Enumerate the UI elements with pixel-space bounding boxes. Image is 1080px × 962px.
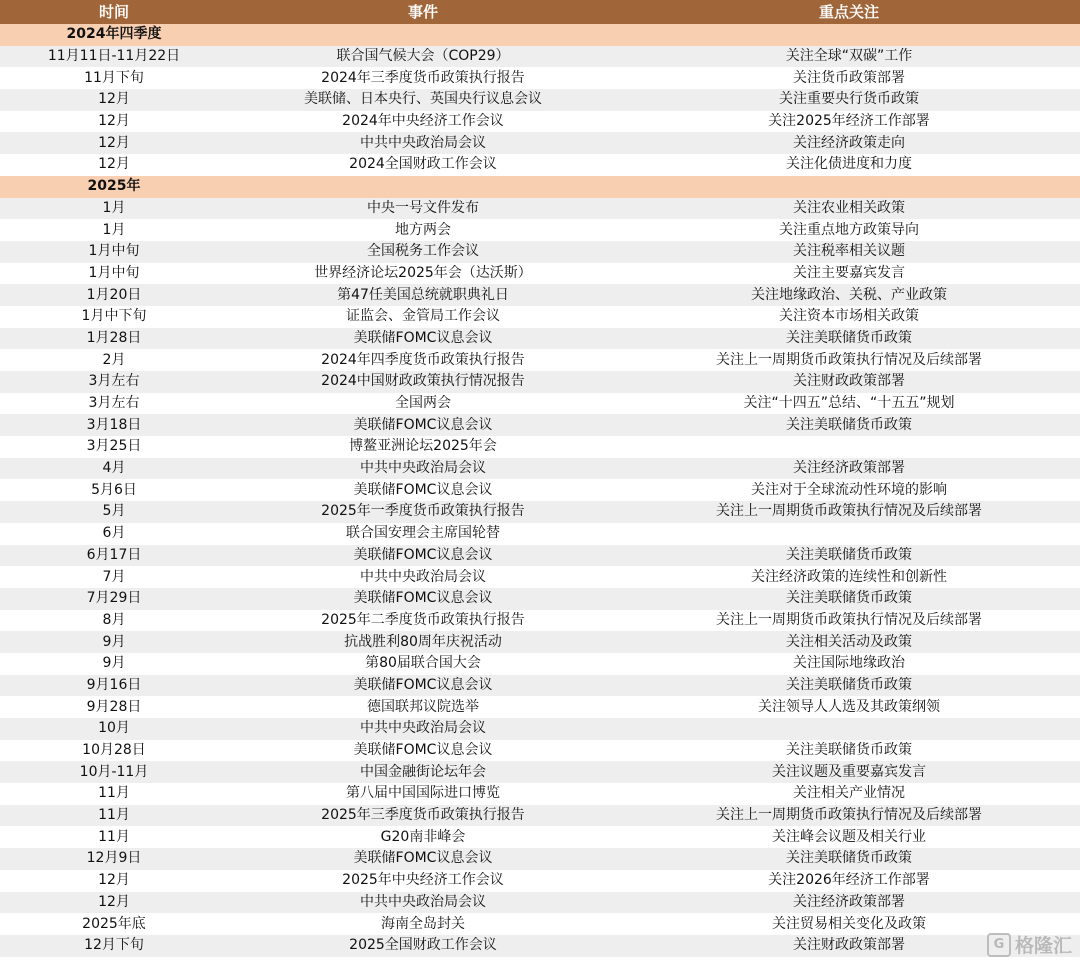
table-row (0, 46, 1080, 68)
cell-event: 美联储FOMC议息会议 (353, 481, 493, 498)
cell-event: 中共中央政治局会议 (228, 892, 618, 914)
cell-event: 全国两会 (395, 395, 451, 412)
cell-focus: 关注上一周期货币政策执行情况及后续部署 (618, 501, 1080, 523)
table-row (0, 132, 1080, 154)
cell-time: 12月 (98, 872, 130, 889)
table-row (0, 436, 1080, 458)
table-row (0, 892, 1080, 914)
cell-event: 第47任美国总统就职典礼日 (228, 284, 618, 306)
cell-event: 世界经济论坛2025年会（达沃斯） (314, 264, 532, 281)
cell-focus: 关注上一周期货币政策执行情况及后续部署 (618, 805, 1080, 827)
cell-focus: 关注财政政策部署 (618, 371, 1080, 393)
cell-time: 3月左右 (88, 395, 140, 412)
cell-event: 美联储FOMC议息会议 (228, 675, 618, 697)
cell-time: 11月 (0, 805, 228, 827)
cell-time: 2025年底 (82, 915, 146, 932)
table-row (0, 848, 1080, 870)
cell-event: 2025全国财政工作会议 (228, 935, 618, 957)
cell-event: 中共中央政治局会议 (228, 718, 618, 740)
cell-event: 联合国气候大会（COP29） (228, 46, 618, 68)
header-focus: 重点关注 (618, 0, 1080, 24)
table-row (0, 67, 1080, 89)
cell-time: 9月16日 (0, 675, 228, 697)
cell-time: 6月17日 (0, 545, 228, 567)
cell-focus: 关注重要央行货币政策 (618, 89, 1080, 111)
cell-time: 12月 (0, 892, 228, 914)
cell-focus: 关注经济政策部署 (618, 458, 1080, 480)
cell-focus: 关注贸易相关变化及政策 (772, 915, 926, 932)
table-row (0, 328, 1080, 350)
table-row (0, 935, 1080, 957)
cell-time: 3月25日 (86, 438, 142, 455)
table-row (0, 371, 1080, 393)
header-event: 事件 (228, 0, 618, 24)
watermark (987, 931, 1072, 958)
cell-focus: 关注化债进度和力度 (786, 156, 912, 173)
cell-focus: 关注峰会议题及相关行业 (772, 828, 926, 845)
cell-focus: 关注财政政策部署 (618, 935, 1080, 957)
table-row (0, 545, 1080, 567)
cell-time: 3月左右 (0, 371, 228, 393)
section-cell (0, 176, 1080, 198)
table-row (0, 458, 1080, 480)
table-row (0, 826, 1080, 848)
cell-event: 2025年二季度货币政策执行报告 (321, 611, 525, 628)
cell-time: 12月 (0, 89, 228, 111)
table-row (0, 588, 1080, 610)
section-title: 2025年 (87, 178, 141, 195)
table-row (0, 349, 1080, 371)
watermark-text: 格隆汇 (1014, 935, 1072, 957)
cell-focus: 关注农业相关政策 (618, 198, 1080, 220)
table-row (0, 653, 1080, 675)
cell-event: 联合国安理会主席国轮替 (346, 525, 500, 542)
cell-focus: 关注对于全球流动性环境的影响 (751, 481, 947, 498)
cell-time: 11月11日-11月22日 (0, 46, 228, 68)
cell-focus: 关注美联储货币政策 (786, 742, 912, 759)
cell-event: 美联储FOMC议息会议 (228, 545, 618, 567)
cell-focus: 关注美联储货币政策 (618, 675, 1080, 697)
cell-focus: 关注地缘政治、关税、产业政策 (618, 284, 1080, 306)
table-row (0, 783, 1080, 805)
table-row (0, 523, 1080, 545)
cell-time: 2月 (102, 351, 126, 368)
cell-event: 美联储FOMC议息会议 (228, 848, 618, 870)
cell-time: 5月 (0, 501, 228, 523)
table-row (0, 805, 1080, 827)
section-row (0, 176, 1080, 198)
cell-event: 中共中央政治局会议 (228, 132, 618, 154)
cell-event: 美联储FOMC议息会议 (353, 742, 493, 759)
cell-time: 10月 (0, 718, 228, 740)
cell-time: 12月 (98, 156, 130, 173)
cell-time: 12月 (0, 132, 228, 154)
cell-time: 7月 (102, 568, 126, 585)
header-time: 时间 (0, 0, 228, 24)
cell-time: 12月下旬 (0, 935, 228, 957)
table-row (0, 219, 1080, 241)
cell-event: 第80届联合国大会 (365, 655, 481, 672)
cell-event: 2025年一季度货币政策执行报告 (228, 501, 618, 523)
table-row (0, 154, 1080, 176)
cell-focus: 关注税率相关议题 (618, 241, 1080, 263)
cell-time: 12月9日 (0, 848, 228, 870)
cell-event: 中共中央政治局会议 (228, 458, 618, 480)
cell-time: 9月 (0, 631, 228, 653)
cell-focus: 关注货币政策部署 (793, 69, 905, 86)
cell-event: 2025年中央经济工作会议 (342, 872, 504, 889)
table-row (0, 284, 1080, 306)
cell-event: 全国税务工作会议 (228, 241, 618, 263)
cell-event: 2024中国财政政策执行情况报告 (228, 371, 618, 393)
cell-focus: 关注2026年经济工作部署 (768, 872, 930, 889)
cell-event: 博鳌亚洲论坛2025年会 (349, 438, 497, 455)
cell-focus (618, 523, 1080, 545)
cell-focus: 关注议题及重要嘉宾发言 (618, 761, 1080, 783)
watermark-logo-icon: G (987, 933, 1011, 957)
cell-time: 10月-11月 (0, 761, 228, 783)
cell-time: 4月 (0, 458, 228, 480)
table-row (0, 501, 1080, 523)
cell-time: 11月 (98, 828, 130, 845)
cell-focus: 关注相关活动及政策 (618, 631, 1080, 653)
cell-time: 9月28日 (86, 698, 142, 715)
table-row (0, 198, 1080, 220)
cell-time: 11月下旬 (84, 69, 144, 86)
cell-event: 美联储FOMC议息会议 (228, 414, 618, 436)
cell-event: 中共中央政治局会议 (360, 568, 486, 585)
cell-time: 1月28日 (0, 328, 228, 350)
cell-focus: 关注相关产业情况 (793, 785, 905, 802)
cell-focus: 关注重点地方政策导向 (779, 221, 919, 238)
cell-focus: 关注美联储货币政策 (618, 588, 1080, 610)
cell-focus: 关注美联储货币政策 (618, 328, 1080, 350)
cell-event: G20南非峰会 (380, 828, 466, 845)
table-row (0, 306, 1080, 328)
section-cell (0, 24, 1080, 46)
cell-focus: 关注2025年经济工作部署 (768, 113, 930, 130)
cell-event: 美联储FOMC议息会议 (228, 588, 618, 610)
cell-time: 12月 (98, 113, 130, 130)
cell-focus: 关注上一周期货币政策执行情况及后续部署 (716, 611, 982, 628)
table-row (0, 675, 1080, 697)
table-row (0, 479, 1080, 501)
table-row (0, 740, 1080, 762)
cell-event: 中国金融街论坛年会 (228, 761, 618, 783)
cell-time: 8月 (102, 611, 126, 628)
cell-focus: 关注经济政策的连续性和创新性 (751, 568, 947, 585)
table-row (0, 263, 1080, 285)
cell-time: 9月 (102, 655, 126, 672)
table-row (0, 393, 1080, 415)
cell-event: 中央一号文件发布 (228, 198, 618, 220)
table-row (0, 718, 1080, 740)
cell-event: 2024全国财政工作会议 (349, 156, 497, 173)
cell-event: 海南全岛封关 (381, 915, 465, 932)
cell-focus: 关注美联储货币政策 (618, 545, 1080, 567)
cell-time: 10月28日 (82, 742, 146, 759)
cell-focus: 关注上一周期货币政策执行情况及后续部署 (716, 351, 982, 368)
header-row (0, 0, 1080, 24)
section-row (0, 24, 1080, 46)
cell-event: 德国联邦议院选举 (367, 698, 479, 715)
cell-time: 5月6日 (91, 481, 137, 498)
cell-focus: 关注美联储货币政策 (618, 414, 1080, 436)
cell-time: 11月 (98, 785, 130, 802)
cell-focus: 关注主要嘉宾发言 (793, 264, 905, 281)
table-row (0, 913, 1080, 935)
cell-focus: 关注经济政策部署 (618, 892, 1080, 914)
cell-time: 1月 (102, 221, 126, 238)
cell-event: 抗战胜利80周年庆祝活动 (228, 631, 618, 653)
table-row (0, 870, 1080, 892)
table-body (0, 24, 1080, 957)
cell-event: 美联储、日本央行、英国央行议息会议 (228, 89, 618, 111)
cell-focus: 关注国际地缘政治 (793, 655, 905, 672)
table-row (0, 111, 1080, 133)
cell-event: 美联储FOMC议息会议 (228, 328, 618, 350)
cell-time: 1月中旬 (0, 241, 228, 263)
cell-focus: 关注全球“双碳”工作 (618, 46, 1080, 68)
cell-focus: 关注美联储货币政策 (618, 848, 1080, 870)
table-row (0, 241, 1080, 263)
cell-event: 地方两会 (395, 221, 451, 238)
section-title: 2024年四季度 (66, 26, 162, 43)
cell-focus (618, 436, 1080, 458)
cell-event: 2025年三季度货币政策执行报告 (228, 805, 618, 827)
cell-time: 3月18日 (0, 414, 228, 436)
cell-time: 1月中旬 (88, 264, 140, 281)
table-row (0, 89, 1080, 111)
table-row (0, 696, 1080, 718)
table-row (0, 761, 1080, 783)
cell-time: 1月 (0, 198, 228, 220)
cell-event: 2024年三季度货币政策执行报告 (321, 69, 525, 86)
cell-event: 2024年中央经济工作会议 (342, 113, 504, 130)
table-row (0, 414, 1080, 436)
cell-focus: 关注资本市场相关政策 (779, 308, 919, 325)
cell-focus (618, 718, 1080, 740)
cell-event: 证监会、金管局工作会议 (346, 308, 500, 325)
table-row (0, 566, 1080, 588)
cell-time: 7月29日 (0, 588, 228, 610)
cell-focus: 关注领导人人选及其政策纲领 (758, 698, 940, 715)
cell-event: 第八届中国国际进口博览 (346, 785, 500, 802)
cell-time: 1月20日 (0, 284, 228, 306)
table-row (0, 610, 1080, 632)
table-row (0, 631, 1080, 653)
cell-focus: 关注“十四五”总结、“十五五”规划 (743, 395, 955, 412)
cell-time: 6月 (102, 525, 126, 542)
cell-time: 1月中下旬 (81, 308, 147, 325)
cell-event: 2024年四季度货币政策执行报告 (321, 351, 525, 368)
cell-focus: 关注经济政策走向 (618, 132, 1080, 154)
